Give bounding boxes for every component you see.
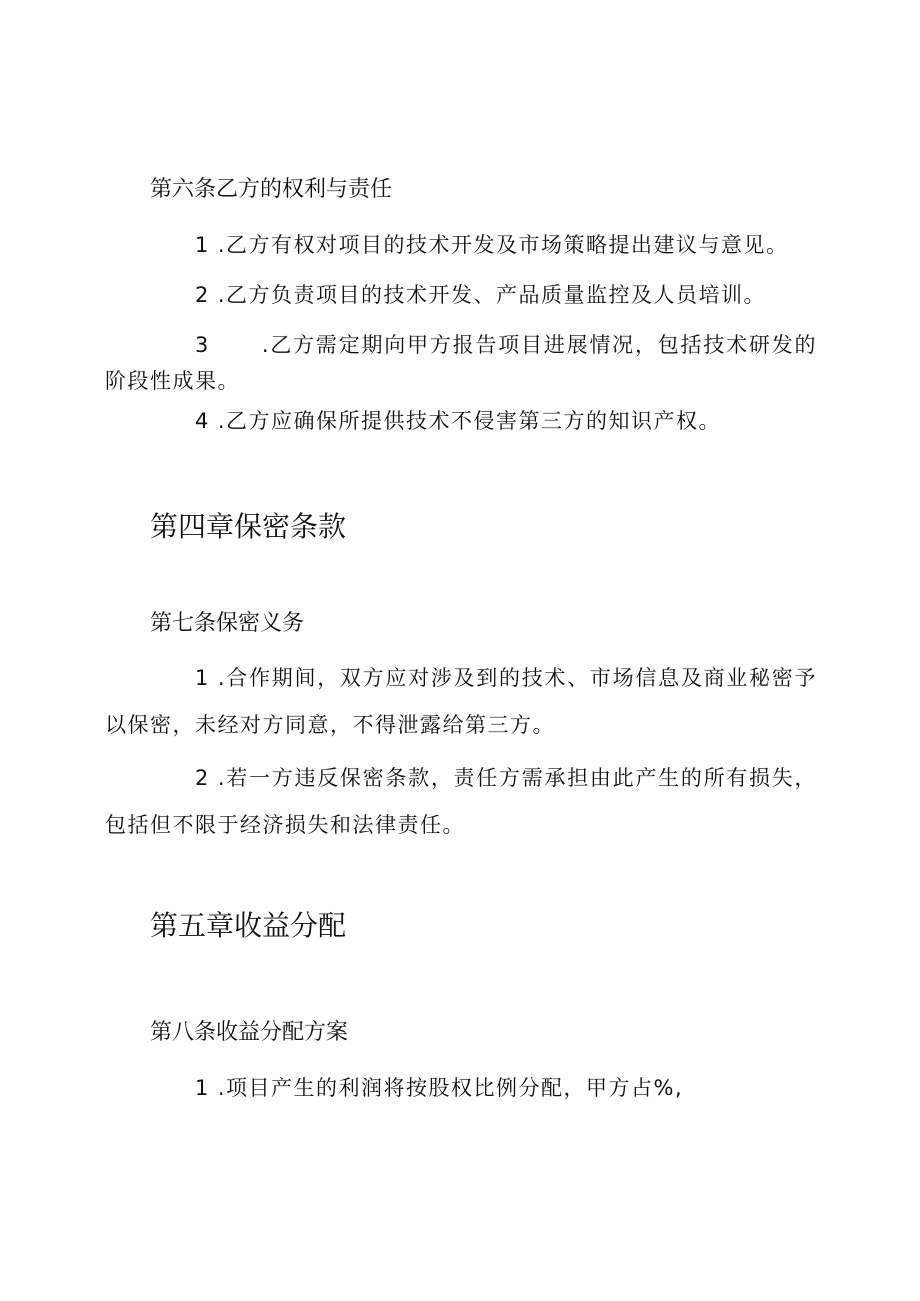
article-8-item-1 [105, 1070, 817, 1106]
item-text: .乙方应确保所提供技术不侵害第三方的知识产权。 [217, 409, 722, 433]
item-text: .合作期间，双方应对涉及到的技术、市场信息及商业秘密予以保密，未经对方同意，不得泄露给第三方。 [105, 666, 817, 737]
article-6-item-4 [105, 403, 817, 439]
chapter-5-heading: 第五章收益分配 [150, 909, 347, 942]
article-7-item-1 [105, 655, 817, 749]
item-text: .若一方违反保密条款，责任方需承担由此产生的所有损失，包括但不限于经济损失和法律责任。 [105, 766, 817, 837]
article-8-heading: 第八条收益分配方案 [150, 1020, 349, 1045]
item-text: .项目产生的利润将按股权比例分配，甲方占%, [217, 1076, 684, 1100]
item-number: 2 [195, 766, 210, 790]
article-6-heading: 第六条乙方的权利与责任 [150, 177, 393, 202]
item-number: 4 [195, 409, 210, 433]
item-text: .乙方负责项目的技术开发、产品质量监控及人员培训。 [217, 283, 767, 307]
article-6-item-3 [105, 327, 817, 399]
item-number: 1 [195, 1076, 210, 1100]
item-number: 3 [195, 333, 210, 357]
article-6-item-1 [105, 227, 817, 263]
item-text: .乙方需定期向甲方报告项目进展情况，包括技术研发的阶段性成果。 [105, 333, 817, 393]
article-7-heading: 第七条保密义务 [150, 611, 305, 636]
item-text: .乙方有权对项目的技术开发及市场策略提出建议与意见。 [217, 233, 789, 257]
article-7-item-2 [105, 755, 817, 849]
chapter-4-heading: 第四章保密条款 [150, 510, 347, 543]
item-number: 2 [195, 283, 210, 307]
item-number: 1 [195, 233, 210, 257]
item-number: 1 [195, 666, 210, 690]
article-6-item-2 [105, 277, 817, 313]
